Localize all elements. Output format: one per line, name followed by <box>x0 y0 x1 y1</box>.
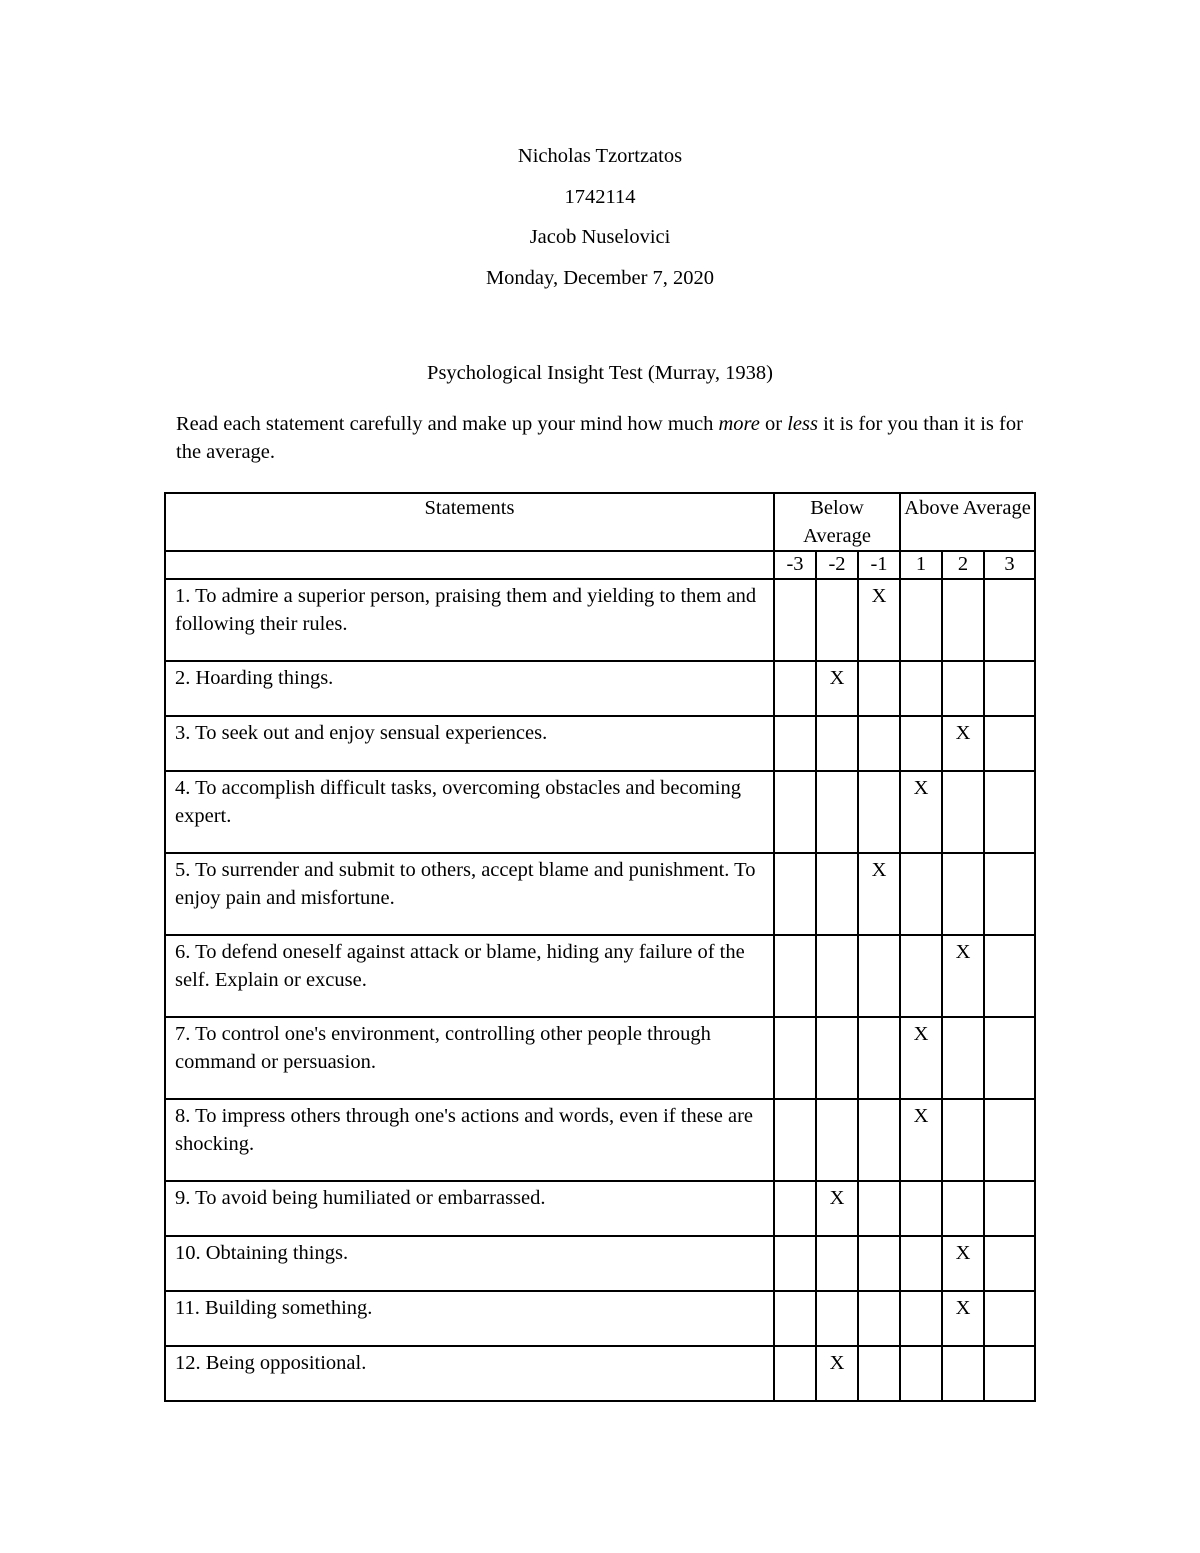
rating-cell <box>774 1291 816 1346</box>
rating-cell <box>942 771 984 853</box>
rating-cell <box>942 1346 984 1401</box>
rating-cell <box>858 935 900 1017</box>
rating-cell <box>984 1291 1035 1346</box>
instructions-text-start: Read each statement carefully and make up your mind how much <box>176 413 719 435</box>
table-row <box>165 661 1035 716</box>
rating-cell <box>816 1099 858 1181</box>
rating-mark: X <box>858 853 900 935</box>
instructions-text-middle: or <box>759 413 788 435</box>
table-row <box>165 1181 1035 1236</box>
rating-cell <box>942 1099 984 1181</box>
scale-value: 2 <box>942 551 984 579</box>
rating-cell <box>774 1017 816 1099</box>
rating-cell <box>858 771 900 853</box>
statement-text: 4. To accomplish difficult tasks, overcoming obstacles and becoming expert. <box>165 771 774 853</box>
rating-mark: X <box>900 771 942 853</box>
table-row <box>165 853 1035 935</box>
instructions-emphasis-less: less <box>787 413 818 435</box>
rating-cell <box>942 1017 984 1099</box>
rating-cell <box>984 579 1035 661</box>
rating-cell <box>984 1017 1035 1099</box>
rating-cell <box>900 1236 942 1291</box>
rating-cell <box>816 935 858 1017</box>
rating-cell <box>900 1181 942 1236</box>
scale-row-spacer <box>165 551 774 579</box>
rating-mark: X <box>942 935 984 1017</box>
rating-mark: X <box>900 1099 942 1181</box>
statement-text: 6. To defend oneself against attack or blame, hiding any failure of the self. Explain or excuse. <box>165 935 774 1017</box>
rating-cell <box>942 1181 984 1236</box>
rating-cell <box>774 1099 816 1181</box>
rating-cell <box>774 1236 816 1291</box>
rating-mark: X <box>900 1017 942 1099</box>
rating-cell <box>984 716 1035 771</box>
rating-cell <box>858 1099 900 1181</box>
rating-cell <box>774 579 816 661</box>
table-row <box>165 935 1035 1017</box>
rating-cell <box>900 853 942 935</box>
table-row <box>165 716 1035 771</box>
statement-text: 10. Obtaining things. <box>165 1236 774 1291</box>
rating-cell <box>900 661 942 716</box>
rating-cell <box>900 716 942 771</box>
rating-cell <box>816 771 858 853</box>
rating-cell <box>858 1181 900 1236</box>
rating-cell <box>816 1291 858 1346</box>
rating-cell <box>942 853 984 935</box>
rating-mark: X <box>816 661 858 716</box>
statement-text: 3. To seek out and enjoy sensual experiences. <box>165 716 774 771</box>
rating-cell <box>984 1346 1035 1401</box>
statement-text: 11. Building something. <box>165 1291 774 1346</box>
test-title: Psychological Insight Test (Murray, 1938) <box>427 362 773 384</box>
instructor-name: Jacob Nuselovici <box>529 226 671 248</box>
rating-cell <box>816 1236 858 1291</box>
table-row <box>165 579 1035 661</box>
rating-cell <box>774 1346 816 1401</box>
rating-cell <box>858 661 900 716</box>
instructions-emphasis-more: more <box>718 413 760 435</box>
instructions-paragraph <box>176 411 1026 466</box>
rating-cell <box>774 935 816 1017</box>
rating-mark: X <box>858 579 900 661</box>
rating-cell <box>984 1181 1035 1236</box>
rating-cell <box>858 1017 900 1099</box>
rating-cell <box>858 1346 900 1401</box>
table-row <box>165 771 1035 853</box>
rating-cell <box>774 716 816 771</box>
table-row <box>165 1346 1035 1401</box>
rating-cell <box>984 853 1035 935</box>
rating-cell <box>900 579 942 661</box>
rating-cell <box>816 579 858 661</box>
above-average-header: Above Average <box>900 493 1035 551</box>
rating-mark: X <box>942 1291 984 1346</box>
rating-cell <box>900 1346 942 1401</box>
rating-cell <box>774 853 816 935</box>
rating-cell <box>984 1236 1035 1291</box>
author-name: Nicholas Tzortzatos <box>517 145 683 167</box>
rating-cell <box>858 1291 900 1346</box>
document-date: Monday, December 7, 2020 <box>485 267 715 289</box>
rating-mark: X <box>816 1346 858 1401</box>
rating-cell <box>774 661 816 716</box>
rating-cell <box>774 771 816 853</box>
rating-mark: X <box>816 1181 858 1236</box>
scale-row <box>165 551 1035 579</box>
statement-text: 8. To impress others through one's actions and words, even if these are shocking. <box>165 1099 774 1181</box>
rating-cell <box>984 935 1035 1017</box>
table-row <box>165 1291 1035 1346</box>
instructions-text-end: it is for you than it is for the average. <box>176 413 1023 463</box>
rating-cell <box>984 1099 1035 1181</box>
statements-header: Statements <box>165 493 774 551</box>
rating-cell <box>942 579 984 661</box>
rating-cell <box>984 771 1035 853</box>
rating-cell <box>900 1291 942 1346</box>
statement-text: 2. Hoarding things. <box>165 661 774 716</box>
rating-mark: X <box>942 1236 984 1291</box>
scale-value: -3 <box>774 551 816 579</box>
scale-value: -2 <box>816 551 858 579</box>
rating-cell <box>774 1181 816 1236</box>
scale-value: 3 <box>984 551 1035 579</box>
rating-cell <box>816 1017 858 1099</box>
scale-value: -1 <box>858 551 900 579</box>
rating-cell <box>984 661 1035 716</box>
rating-cell <box>858 1236 900 1291</box>
rating-cell <box>942 661 984 716</box>
table-row <box>165 1099 1035 1181</box>
scale-value: 1 <box>900 551 942 579</box>
rating-cell <box>900 935 942 1017</box>
rating-cell <box>816 716 858 771</box>
statement-text: 12. Being oppositional. <box>165 1346 774 1401</box>
below-average-header: Below Average <box>774 493 900 551</box>
statement-text: 9. To avoid being humiliated or embarrassed. <box>165 1181 774 1236</box>
rating-cell <box>858 716 900 771</box>
table-header-row <box>165 493 1035 551</box>
statement-text: 5. To surrender and submit to others, accept blame and punishment. To enjoy pain and misfortune. <box>165 853 774 935</box>
rating-cell <box>816 853 858 935</box>
statement-text: 7. To control one's environment, controlling other people through command or persuasion. <box>165 1017 774 1099</box>
table-row <box>165 1017 1035 1099</box>
rating-table <box>164 492 1036 1402</box>
statement-text: 1. To admire a superior person, praising them and yielding to them and following their rules. <box>165 579 774 661</box>
student-id: 1742114 <box>564 186 636 208</box>
table-row <box>165 1236 1035 1291</box>
rating-mark: X <box>942 716 984 771</box>
